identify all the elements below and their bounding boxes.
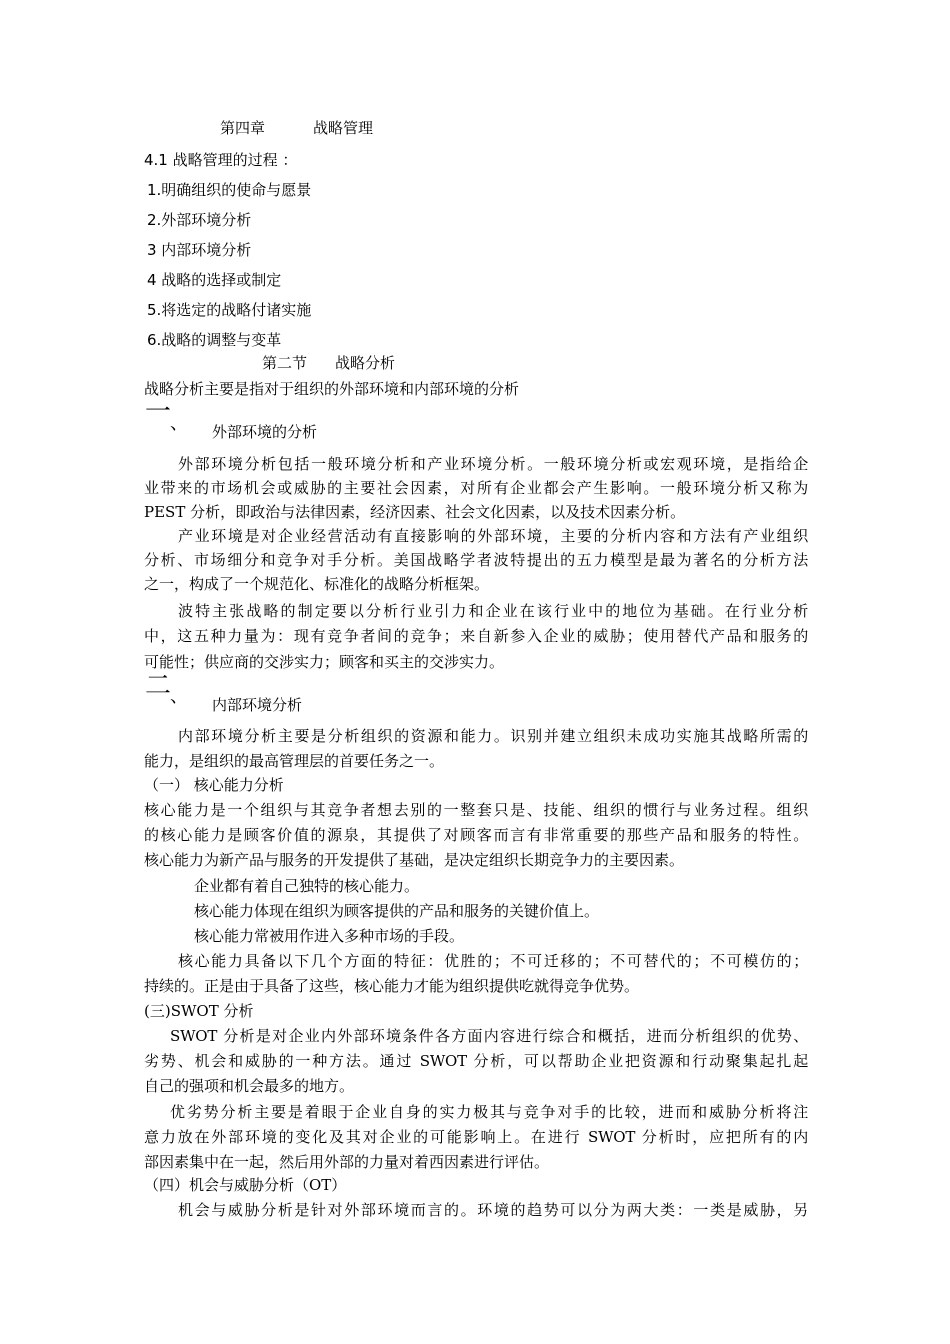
process-item: 6.战略的调整与变革 bbox=[147, 331, 282, 349]
external-p3-line: 可能性；供应商的交涉实力；顾客和买主的交涉实力。 bbox=[144, 653, 505, 671]
internal-p1-line: 能力，是组织的最高管理层的首要任务之一。 bbox=[144, 752, 445, 770]
core-p1-line: 核心能力是一个组织与其竞争者想去别的一整套只是、技能、组织的惯行与业务过程。组织 bbox=[144, 801, 808, 819]
ot-p1-line: 机会与威胁分析是针对外部环境而言的。环境的趋势可以分为两大类：一类是威胁，另 bbox=[178, 1201, 808, 1219]
swot-heading: (三)SWOT 分析 bbox=[144, 1002, 254, 1020]
core-point: 企业都有着自己独特的核心能力。 bbox=[194, 877, 420, 895]
process-item: 4 战略的选择或制定 bbox=[147, 271, 282, 289]
process-item: 5.将选定的战略付诸实施 bbox=[147, 301, 312, 319]
external-p3-line: 中，这五种力量为：现有竞争者间的竞争；来自新参入企业的威胁；使用替代产品和服务的 bbox=[144, 627, 808, 645]
swot-p2-line: 意力放在外部环境的变化及其对企业的可能影响上。在进行 SWOT 分析时，应把所有的内 bbox=[144, 1128, 808, 1146]
swot-p2-line: 优劣势分析主要是着眼于企业自身的实力极其与竞争对手的比较，进而和威胁分析将注 bbox=[170, 1103, 808, 1121]
chapter-name: 战略管理 bbox=[313, 119, 374, 137]
section-title bbox=[262, 354, 926, 372]
process-item: 3 内部环境分析 bbox=[147, 241, 252, 259]
external-p1-line: 外部环境分析包括一般环境分析和产业环境分析。一般环境分析或宏观环境，是指给企 bbox=[178, 455, 808, 473]
external-p2-line: 产业环境是对企业经营活动有直接影响的外部环境，主要的分析内容和方法有产业组织 bbox=[178, 527, 808, 545]
external-p2-line: 分析、市场细分和竞争对手分析。美国战略学者波特提出的五力模型是最为著名的分析方法 bbox=[144, 551, 808, 569]
core-p1-line: 核心能力为新产品与服务的开发提供了基础，是决定组织长期竞争力的主要因素。 bbox=[144, 851, 685, 869]
process-heading: 4.1 战略管理的过程 ： bbox=[144, 151, 298, 169]
section-name: 战略分析 bbox=[335, 354, 396, 372]
external-heading: 外部环境的分析 bbox=[212, 423, 318, 441]
swot-p1-line: 自己的强项和机会最多的地方。 bbox=[144, 1077, 355, 1095]
internal-numeral: 二 bbox=[145, 671, 172, 701]
swot-p1-line: 劣势、机会和威胁的一种方法。通过 SWOT 分析，可以帮助企业把资源和行动聚集起扎起 bbox=[144, 1052, 808, 1070]
core-p2-line: 持续的。正是由于具备了这些，核心能力才能为组织提供吃就得竞争优势。 bbox=[144, 977, 640, 995]
core-heading: （一） 核心能力分析 bbox=[144, 776, 284, 794]
core-point: 核心能力体现在组织为顾客提供的产品和服务的关键价值上。 bbox=[194, 902, 600, 920]
core-p1-line: 的核心能力是顾客价值的源泉，其提供了对顾客而言有非常重要的那些产品和服务的特性。 bbox=[144, 826, 808, 844]
chapter-title bbox=[220, 119, 884, 137]
chapter-number: 第四章 bbox=[220, 119, 266, 137]
swot-p2-line: 部因素集中在一起，然后用外部的力量对着西因素进行评估。 bbox=[144, 1153, 550, 1171]
core-point: 核心能力常被用作进入多种市场的手段。 bbox=[194, 927, 465, 945]
external-p1-line: PEST 分析，即政治与法律因素，经济因素、社会文化因素，以及技术因素分析。 bbox=[144, 503, 686, 521]
external-p3-line: 波特主张战略的制定要以分析行业引力和企业在该行业中的地位为基础。在行业分析 bbox=[178, 602, 808, 620]
internal-mark: 、 bbox=[170, 686, 188, 707]
external-mark: 、 bbox=[170, 413, 188, 434]
external-p2-line: 之一，构成了一个规范化、标准化的战略分析框架。 bbox=[144, 575, 490, 593]
core-p2-line: 核心能力具备以下几个方面的特征：优胜的；不可迁移的；不可替代的；不可模仿的； bbox=[178, 952, 808, 970]
internal-p1-line: 内部环境分析主要是分析组织的资源和能力。识别并建立组织未成功实施其战略所需的 bbox=[178, 727, 808, 745]
ot-heading: （四）机会与威胁分析（OT） bbox=[144, 1176, 347, 1194]
section-number: 第二节 bbox=[262, 354, 308, 372]
process-item: 1.明确组织的使命与愿景 bbox=[147, 181, 312, 199]
external-p1-line: 业带来的市场机会或威胁的主要社会因素，对所有企业都会产生影响。一般环境分析又称为 bbox=[144, 479, 808, 497]
swot-p1-line: SWOT 分析是对企业内外部环境条件各方面内容进行综合和概括，进而分析组织的优势、 bbox=[170, 1027, 808, 1045]
section-intro: 战略分析主要是指对于组织的外部环境和内部环境的分析 bbox=[144, 380, 520, 398]
process-item: 2.外部环境分析 bbox=[147, 211, 252, 229]
internal-heading: 内部环境分析 bbox=[212, 696, 303, 714]
external-numeral: 一 bbox=[145, 397, 172, 427]
